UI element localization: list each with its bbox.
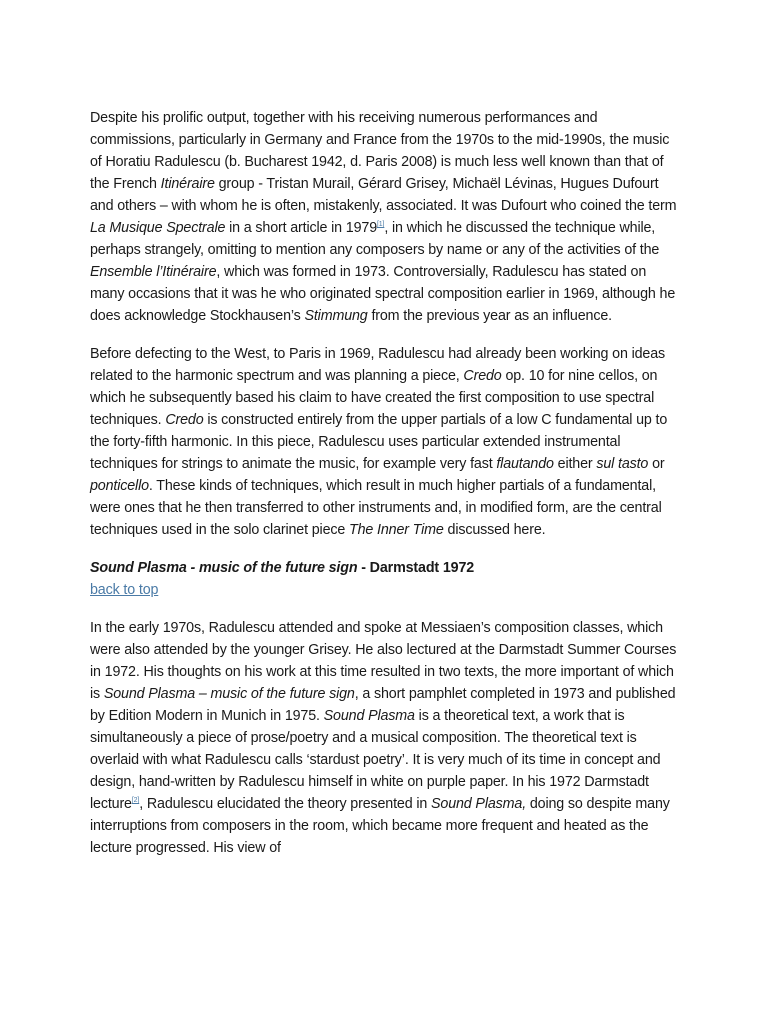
text-run: doing so despite many interruptions from composers in the room, which became more frequent and heated as the lecture progressed. His view of	[90, 796, 670, 856]
italic-text: Sound Plasma – music of the future sign	[103, 686, 355, 702]
text-run: discussed here.	[443, 522, 546, 538]
text-run: Before defecting to the West, to Paris in 1969, Radulescu had already been working on ideas related to the harmonic spectrum and was planning a piece,	[90, 346, 666, 384]
italic-text: Credo	[165, 412, 204, 428]
italic-text: ponticello	[90, 478, 149, 494]
text-run: from the previous year as an influence.	[367, 308, 612, 324]
text-run: , a short pamphlet completed in 1973 and published by Edition Modern in Munich in 1975.	[90, 686, 676, 724]
text-run: group - Tristan Murail, Gérard Grisey, Michaël Lévinas, Hugues Dufourt and others – with whom he is often, mistakenly, associated. It was Dufourt who coined the term	[90, 176, 677, 214]
section-heading-rest: - Darmstadt 1972	[357, 560, 475, 576]
section-heading-italic: Sound Plasma - music of the future sign	[90, 560, 358, 576]
text-run: . These kinds of techniques, which result in much higher partials of a fundamental, were ones that he then transferred to other instruments and, in modified form, are the central techniques used in the solo clarinet piece	[90, 478, 662, 538]
text-run: is constructed entirely from the upper partials of a low C fundamental up to the forty-fifth harmonic. In this piece, Radulescu uses particular extended instrumental techniques for strings to animate the music, for example very fast	[90, 412, 668, 472]
text-run: op. 10 for nine cellos, on which he subsequently based his claim to have created the first composition to use spectral techniques.	[90, 368, 658, 428]
italic-text: Credo	[463, 368, 502, 384]
italic-text: sul tasto	[596, 456, 649, 472]
paragraph-credo	[90, 343, 680, 541]
italic-text: Sound Plasma	[323, 708, 415, 724]
italic-text: flautando	[496, 456, 554, 472]
text-run: either	[553, 456, 597, 472]
section-heading	[90, 557, 680, 579]
text-run: in a short article in 1979	[225, 220, 378, 236]
italic-text: Itinéraire	[160, 176, 215, 192]
italic-text: Ensemble l’Itinéraire	[90, 264, 217, 280]
italic-text: La Musique Spectrale	[90, 220, 226, 236]
italic-text: Stimmung	[304, 308, 368, 324]
document-page	[90, 107, 680, 875]
text-run: or	[648, 456, 665, 472]
paragraph-intro	[90, 107, 680, 327]
text-run: , Radulescu elucidated the theory presented in	[139, 796, 432, 812]
paragraph-sound-plasma	[90, 617, 680, 859]
footnote-link-2[interactable]: [2]	[131, 797, 140, 804]
text-run: , which was formed in 1973. Controversially, Radulescu has stated on many occasions that it was he who originated spectral composition earlier in 1969, although he does acknowledge Stockhausen’s	[90, 264, 676, 324]
text-run: In the early 1970s, Radulescu attended and spoke at Messiaen’s composition classes, which were also attended by the younger Grisey. He also lectured at the Darmstadt Summer Courses in 1972. His thoughts on his work at this time resulted in two texts, the more important of which is	[90, 620, 677, 702]
italic-text: The Inner Time	[349, 522, 444, 538]
text-run: Despite his prolific output, together with his receiving numerous performances and commissions, particularly in Germany and France from the 1970s to the mid-1990s, the music of Horatiu Radulescu (b. Bucharest 1942, d. Paris 2008) is much less well known than that of the French	[90, 110, 670, 192]
text-run: , in which he discussed the technique while, perhaps strangely, omitting to mention any composers by name or any of the activities of the	[90, 220, 660, 258]
back-to-top-link[interactable]: back to top	[90, 582, 159, 598]
footnote-link-1[interactable]: [1]	[377, 221, 385, 228]
italic-text: Sound Plasma,	[431, 796, 527, 812]
text-run: is a theoretical text, a work that is simultaneously a piece of prose/poetry and a musical composition. The theoretical text is overlaid with what Radulescu calls ‘stardust poetry’. It is very much of its time in concept and design, hand-written by Radulescu himself in white on purple paper. In his 1972 Darmstadt lecture	[90, 708, 661, 812]
